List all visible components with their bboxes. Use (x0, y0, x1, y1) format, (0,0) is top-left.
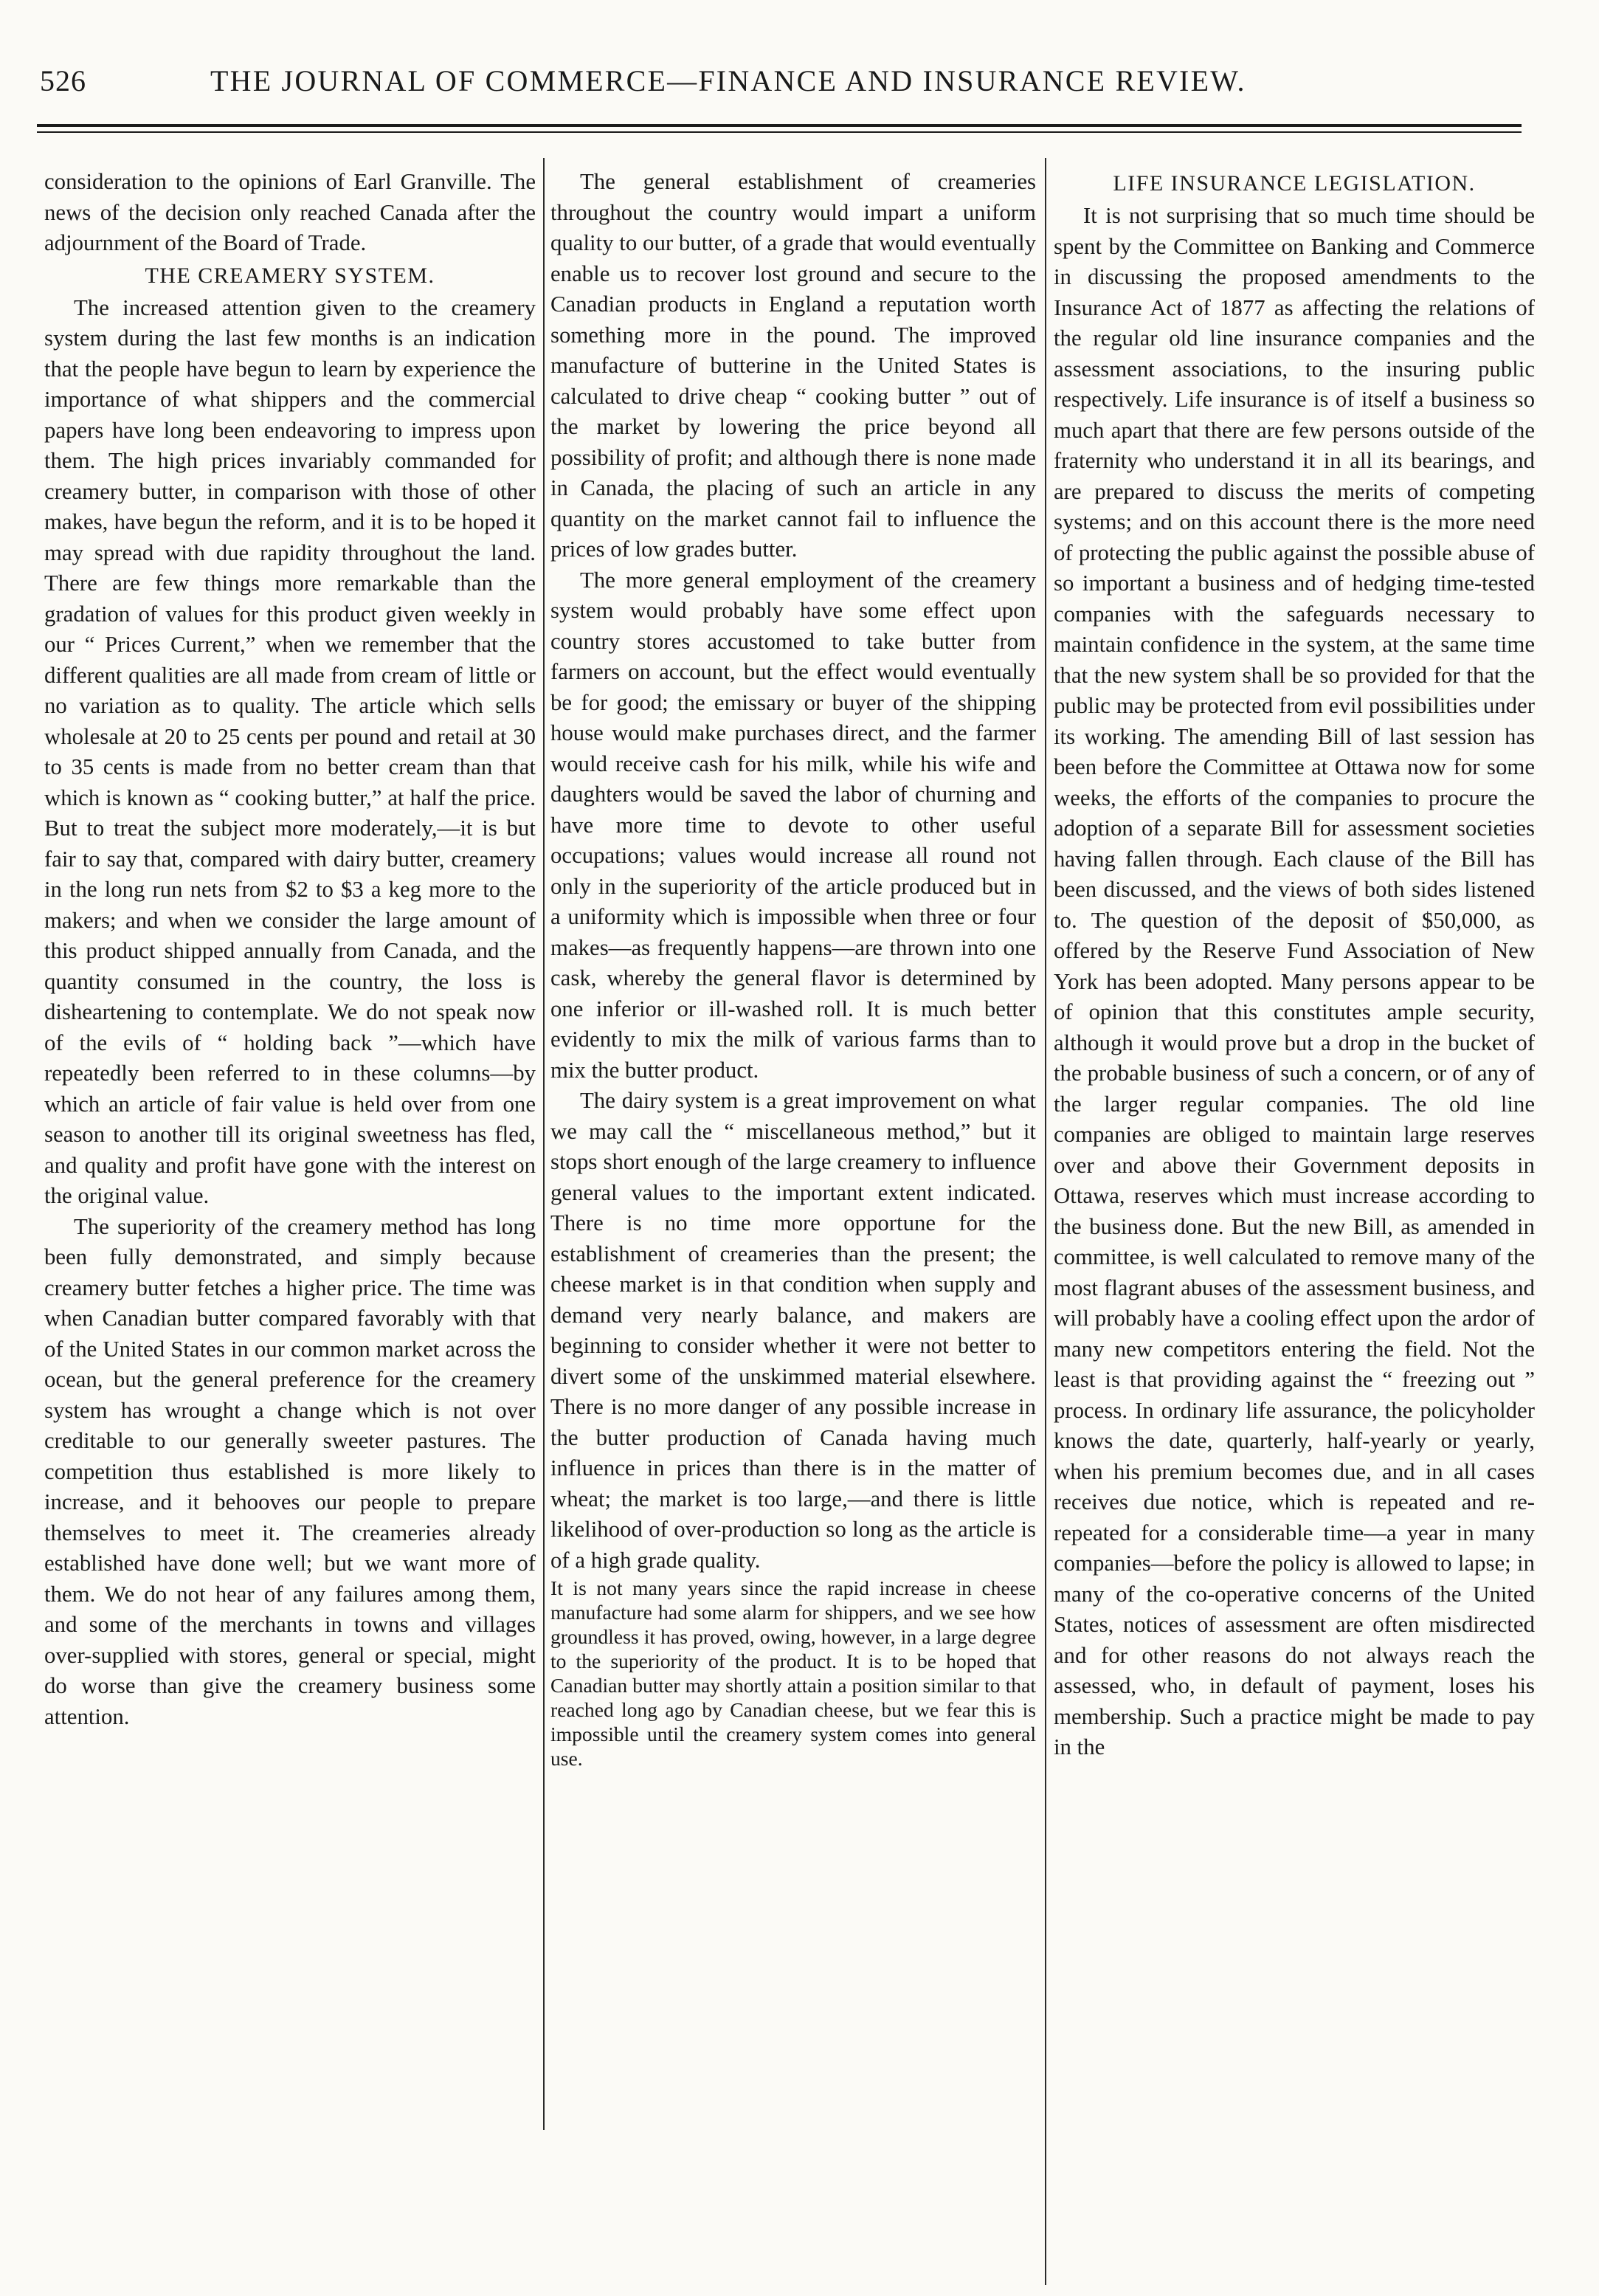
article-column-3 (1054, 167, 1535, 1763)
article-paragraph-small-type: It is not many years since the rapid increase in cheese manufacture had some alarm for shippers, and we see how groundless it has proved, owing, however, in a large degree to the superiority of the product. It is to be hoped that Canadian butter may shortly attain a position similar to that reached long ago by Canadian cheese, but we fear this is impossible until the creamery system comes into general use. (550, 1576, 1036, 1770)
article-paragraph: The increased attention given to the creamery system during the last few months is an indication that the people have begun to learn by experience the importance of what shippers and the commercial papers have long been endeavoring to impress upon them. The high prices invariably commanded for creamery butter, in comparison with those of other makes, have begun the reform, and it is to be hoped it may spread with due rapidity throughout the land. There are few things more remarkable than the gradation of values for this product given weekly in our “ Prices Current,” when we remember that the different qualities are all made from cream of little or no variation as to quality. The article which sells wholesale at 20 to 25 cents per pound and retail at 30 to 35 cents is made from no better cream than that which is known as “ cooking butter,” at half the price. But to treat the subject more moderately,—it is but fair to say that, compared with dairy butter, creamery in the long run nets from $2 to $3 a keg more to the makers; and when we consider the large amount of this product shipped annually from Canada, and the quantity consumed in the country, the loss is disheartening to contemplate. We do not speak now of the evils of “ holding back ”—which have repeatedly been referred to in these columns—by which an article of fair value is held over from one season to another till its original sweetness has fled, and quality and profit have gone with the interest on the original value. (44, 294, 536, 1208)
article-heading-creamery: THE CREAMERY SYSTEM. (145, 263, 435, 288)
masthead-rule-thin (37, 131, 1522, 133)
article-heading-life-insurance: LIFE INSURANCE LEGISLATION. (1113, 171, 1476, 196)
continued-paragraph: consideration to the opinions of Earl Granville. The news of the decision only reached Canada after the adjournment of the Board of Trade. (44, 169, 536, 255)
journal-title: THE JOURNAL OF COMMERCE—FINANCE AND INSURANCE REVIEW. (210, 64, 1246, 97)
article-column-2 (550, 167, 1036, 1771)
masthead (37, 61, 1535, 112)
article-paragraph: The general establishment of creameries throughout the country would impart a uniform quality to our butter, of a grade that would eventually enable us to recover lost ground and secure to the Canadian products in England a reputation worth something more in the pound. The improved manufacture of butterine in the United States is calculated to drive cheap “ cooking butter ” out of the market by lowering the price beyond all possibility of profit; and although there is none made in Canada, the placing of such an article in any quantity on the market cannot fail to influence the prices of low grades butter. (550, 169, 1036, 562)
column-divider-right (1045, 158, 1046, 2285)
article-paragraph: It is not surprising that so much time should be spent by the Committee on Banking and Commerce in discussing the proposed amendments to the Insurance Act of 1877 as affecting the relations of the regular old line insurance companies and the assessment associations, to the insuring public respectively. Life insurance is of itself a business so much apart that there are few persons outside of the fraternity who understand it in all its bearings, and are prepared to discuss the merits of competing systems; and on this account there is the more need of protecting the public against the possible abuse of so important a business and of hedging time-tested companies with the safeguards necessary to maintain confidence in the system, at the same time that the new system shall be so provided for that the public may be protected from evil possibilities under its working. The amending Bill of last session has been before the Committee at Ottawa now for some weeks, the efforts of the companies to procure the adoption of a separate Bill for assessment societies having fallen through. Each clause of the Bill has been discussed, and the views of both sides listened to. The question of the deposit of $50,000, as offered by the Reserve Fund Association of New York has been adopted. Many persons appear to be of opinion that this constitutes ample security, although it would prove but a drop in the bucket of the probable business of such a concern, or of any of the larger regular companies. The old line companies are obliged to maintain large reserves over and above their Government deposits in Ottawa, reserves which must increase according to the business done. But the new Bill, as amended in committee, is well calculated to remove many of the most flagrant abuses of the assessment business, and will probably have a cooling effect upon the ardor of many new competitors entering the field. Not the least is that providing against the “ freezing out ” process. In ordinary life assurance, the policyholder knows the date, quarterly, half-yearly or yearly, when his premium becomes due, and in all cases receives due notice, which is repeated and re-repeated for a considerable time—a year in many companies—before the policy is allowed to lapse; in many of the co-operative concerns of the United States, notices of assessment are often misdirected and for other reasons do not always reach the assessed, who, in default of payment, loses his membership. Such a practice might be made to pay in the (1054, 203, 1535, 1759)
article-column-1 (44, 167, 536, 1732)
masthead-rule-thick (37, 124, 1522, 127)
column-divider-left (543, 158, 545, 2130)
article-paragraph: The superiority of the creamery method has long been fully demonstrated, and simply because creamery butter fetches a higher price. The time was when Canadian butter compared favorably with that of the United States in our common market across the ocean, but the general preference for the creamery system has wrought a change which is not over creditable to our generally sweeter pastures. The competition thus established is more likely to increase, and it behooves our people to prepare themselves to meet it. The creameries already established have done well; but we want more of them. We do not hear of any failures among them, and some of the merchants in towns and villages over-supplied with stores, general or special, might do worse than give the creamery business some attention. (44, 1213, 536, 1729)
article-paragraph: The dairy system is a great improvement on what we may call the “ miscellaneous method,” but it stops short enough of the large creamery to influence general values to the important extent indicated. There is no time more opportune for the establishment of creameries than the present; the cheese market is in that condition when supply and demand very nearly balance, and makers are beginning to consider whether it were not better to divert some of the unskimmed material elsewhere. There is no more danger of any possible increase in the butter production of Canada having much influence in prices than there is in the matter of wheat; the market is too large,—and there is little likelihood of over-production so long as the article is of a high grade quality. (550, 1088, 1036, 1573)
page-number: 526 (40, 64, 86, 97)
article-paragraph: The more general employment of the creamery system would probably have some effect upon country stores accustomed to take butter from farmers on account, but the effect would eventually be for good; the emissary or buyer of the shipping house would make purchases direct, and the farmer would receive cash for his milk, while his wife and daughters would be saved the labor of churning and have more time to devote to other useful occupations; values would increase all round not only in the superiority of the article produced but in a uniformity which is impossible when three or four makes—as frequently happens—are thrown into one cask, whereby the general flavor is determined by one inferior or ill-washed roll. It is much better evidently to mix the milk of various farms than to mix the butter product. (550, 567, 1036, 1083)
